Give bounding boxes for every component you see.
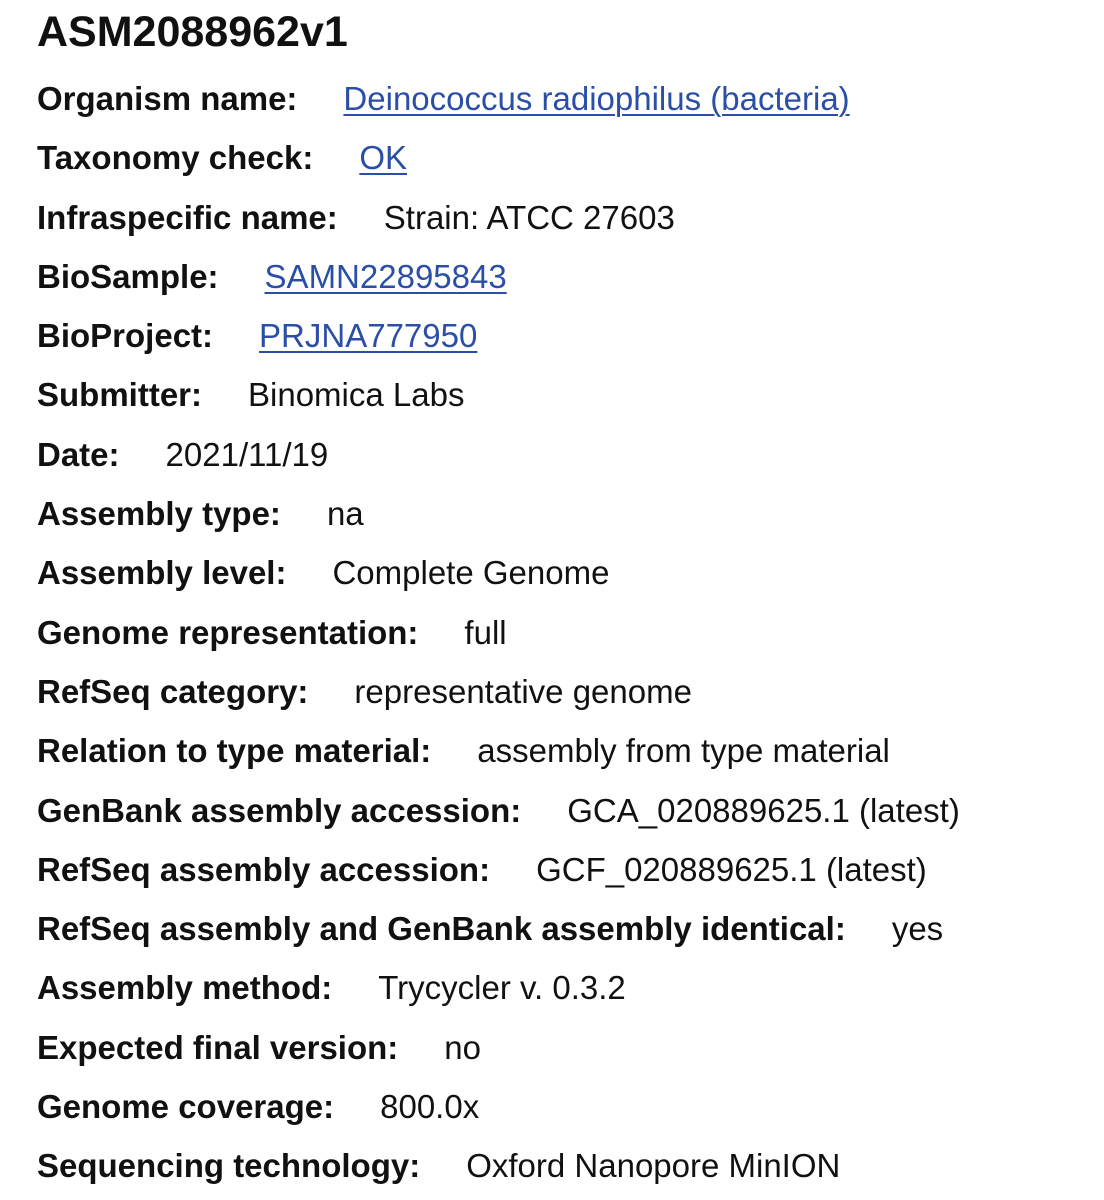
field-organism-name [37, 69, 1104, 128]
field-label: Relation to type material: [37, 732, 432, 770]
field-bioproject [37, 306, 1104, 365]
field-label: Genome representation: [37, 613, 419, 651]
field-refseq-category [37, 662, 1104, 721]
field-assembly-type [37, 484, 1104, 543]
field-value: GCA_020889625.1 (latest) [567, 791, 960, 829]
field-assembly-level [37, 543, 1104, 602]
field-value: yes [891, 910, 944, 948]
assembly-fields [37, 69, 1104, 1196]
field-sequencing-technology [37, 1136, 1104, 1195]
field-label: RefSeq assembly and GenBank assembly identical: [37, 910, 846, 948]
field-label: RefSeq category: [37, 672, 309, 710]
field-label: Sequencing technology: [37, 1147, 421, 1185]
field-genbank-accession [37, 781, 1104, 840]
field-value: no [444, 1028, 481, 1066]
field-label: Assembly type: [37, 495, 281, 533]
field-relation-type-material [37, 721, 1104, 780]
field-genome-representation [37, 603, 1104, 662]
biosample-link[interactable]: SAMN22895843 [264, 257, 507, 295]
field-value: full [464, 613, 507, 651]
field-label: Submitter: [37, 376, 202, 414]
field-label: GenBank assembly accession: [37, 791, 522, 829]
field-label: Expected final version: [37, 1028, 399, 1066]
bioproject-link[interactable]: PRJNA777950 [259, 317, 478, 355]
field-submitter [37, 365, 1104, 424]
field-label: Taxonomy check: [37, 139, 314, 177]
field-expected-final-version [37, 1018, 1104, 1077]
field-assembly-method [37, 958, 1104, 1017]
field-taxonomy-check [37, 128, 1104, 187]
field-value: 800.0x [380, 1088, 480, 1126]
field-value: Oxford Nanopore MinION [466, 1147, 841, 1185]
taxonomy-check-link[interactable]: OK [359, 139, 407, 177]
field-value: representative genome [354, 672, 692, 710]
field-biosample [37, 247, 1104, 306]
field-date [37, 425, 1104, 484]
field-value: Complete Genome [332, 554, 610, 592]
field-assemblies-identical [37, 899, 1104, 958]
organism-link[interactable]: Deinococcus radiophilus (bacteria) [343, 80, 850, 117]
field-value: assembly from type material [477, 732, 890, 770]
field-label: Assembly method: [37, 969, 333, 1007]
field-infraspecific-name [37, 188, 1104, 247]
field-label: Assembly level: [37, 554, 287, 592]
field-label: BioProject: [37, 317, 214, 355]
field-value: Binomica Labs [248, 376, 465, 414]
field-label: RefSeq assembly accession: [37, 850, 491, 888]
field-value: Strain: ATCC 27603 [383, 198, 675, 236]
field-label: Organism name: [37, 80, 298, 117]
field-label: Date: [37, 435, 120, 473]
field-value: GCF_020889625.1 (latest) [536, 850, 927, 888]
field-label: Genome coverage: [37, 1088, 335, 1126]
field-value: 2021/11/19 [165, 435, 329, 473]
page-title: ASM2088962v1 [37, 8, 348, 56]
field-value: na [326, 495, 364, 533]
field-value: Trycycler v. 0.3.2 [378, 969, 626, 1007]
field-refseq-accession [37, 840, 1104, 899]
field-label: Infraspecific name: [37, 198, 338, 236]
field-label: BioSample: [37, 257, 219, 295]
field-genome-coverage [37, 1077, 1104, 1136]
